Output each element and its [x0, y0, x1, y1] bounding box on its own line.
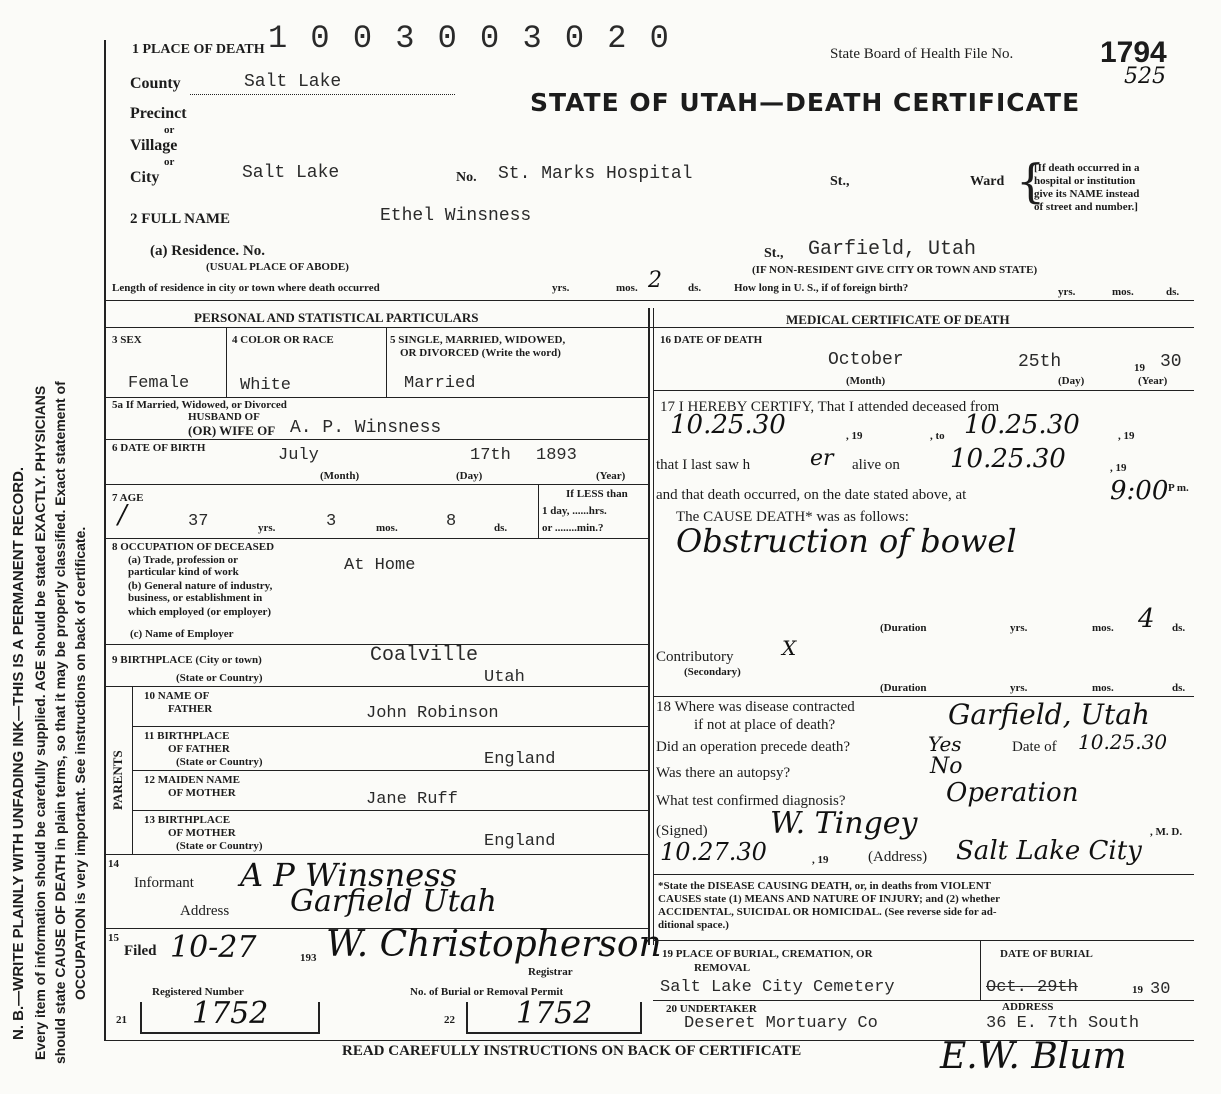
divider-sex	[226, 328, 227, 398]
signed-label: (Signed)	[656, 823, 708, 839]
alive-value: 10.25.30	[950, 444, 1066, 474]
where-value: Garfield, Utah	[948, 698, 1150, 731]
contrib-value: X	[782, 636, 797, 660]
left-border	[104, 40, 106, 1040]
footnote-2: CAUSES state (1) MEANS AND NATURE OF INJURY; and (2) whether	[658, 893, 1001, 905]
undertaker-label: 20 UNDERTAKER	[666, 1003, 757, 1015]
less-1: If LESS than	[566, 488, 628, 500]
burial-label-1: 19 PLACE OF BURIAL, CREMATION, OR	[662, 948, 873, 960]
operation-label: Did an operation precede death?	[656, 739, 851, 755]
burialpermit-label: No. of Burial or Removal Permit	[410, 986, 564, 998]
mbp-value: England	[484, 832, 556, 851]
where-label-2: if not at place of death?	[694, 717, 836, 733]
note-3: give its NAME instead	[1034, 188, 1140, 200]
certify-to: 10.25.30	[964, 410, 1080, 440]
or-1: or	[164, 124, 175, 136]
dod-year-sub: (Year)	[1138, 375, 1168, 387]
occ-b2: business, or establishment in	[128, 592, 263, 604]
us-yrs: yrs.	[1058, 286, 1076, 298]
duration-mos: mos.	[1092, 622, 1114, 634]
secondary-label: (Secondary)	[684, 666, 741, 678]
note-4: of street and number.]	[1034, 201, 1138, 213]
less-3: or ........min.?	[542, 522, 604, 534]
mother-label-1: 12 MAIDEN NAME	[144, 774, 240, 786]
fbp-label-3: (State or Country)	[176, 756, 263, 768]
occ-a2: particular kind of work	[128, 566, 239, 578]
burialpermit-value: 1752	[516, 996, 593, 1031]
filed-label: Filed	[124, 943, 157, 959]
burial-label-2: REMOVAL	[694, 962, 751, 974]
md-address: Salt Lake City	[956, 836, 1142, 866]
length-mos-value: 2	[648, 268, 662, 293]
length-ds: ds.	[688, 282, 702, 294]
divider-less	[538, 484, 539, 538]
operation-value: Yes	[928, 732, 962, 756]
marital-value: Married	[404, 374, 476, 393]
dob-year-sub: (Year)	[596, 470, 626, 482]
footer-signature: E.W. Blum	[940, 1036, 1127, 1077]
mother-value: Jane Ruff	[366, 790, 458, 809]
bp-city: Coalville	[370, 644, 479, 667]
or-2: or	[164, 156, 175, 168]
where-label-1: 18 Where was disease contracted	[656, 699, 855, 715]
duration-yrs: yrs.	[1010, 622, 1028, 634]
village-label: Village	[130, 137, 178, 154]
burial-date: Oct. 29th	[986, 978, 1078, 997]
us-mos: mos.	[1112, 286, 1134, 298]
num-22: 22	[444, 1014, 455, 1026]
certify-to-label: , to	[930, 430, 945, 442]
address-label: Address	[180, 903, 230, 919]
line-after-footnote	[653, 940, 1194, 941]
c19d: , 19	[812, 854, 829, 866]
operation-date: 10.25.30	[1078, 730, 1168, 754]
bp-label: 9 BIRTHPLACE (City or town)	[112, 654, 262, 666]
duration2-ds: ds.	[1172, 682, 1186, 694]
age-label: 7 AGE	[112, 492, 144, 504]
county-label: County	[130, 75, 181, 92]
num-15: 15	[108, 932, 119, 944]
footnote-1: *State the DISEASE CAUSING DEATH, or, in deaths from VIOLENT	[658, 880, 992, 892]
side-note-4: OCCUPATION is very important. See instructions on back of certificate.	[72, 526, 88, 1000]
contrib-label: Contributory	[656, 649, 734, 665]
city-label: City	[130, 169, 160, 186]
registrar-signature: W. Christopherson	[326, 924, 662, 965]
age-mos-label: mos.	[376, 522, 398, 534]
registrar-label: Registrar	[528, 966, 573, 978]
dob-year: 1893	[536, 446, 577, 465]
serial-number: 1 0 0 3 0 0 3 0 2 0	[268, 20, 671, 57]
bp-state-label: (State or Country)	[176, 672, 263, 684]
line-after-sex	[104, 397, 648, 398]
death-time: 9:00	[1110, 476, 1169, 506]
city-value: Salt Lake	[242, 163, 340, 183]
side-note-1: N. B.—WRITE PLAINLY WITH UNFADING INK—THIS IS A PERMANENT RECORD.	[10, 466, 27, 1040]
age-ds-label: ds.	[494, 522, 508, 534]
length-mos: mos.	[616, 282, 638, 294]
line-after-dod	[653, 390, 1194, 391]
dob-day: 17th	[470, 446, 511, 465]
line-after-mbp	[104, 854, 648, 855]
date-of-label: Date of	[1012, 739, 1057, 755]
spouse-label-1: 5a If Married, Widowed, or Divorced	[112, 399, 287, 411]
occ-a1: (a) Trade, profession or	[128, 554, 238, 566]
marital-label-1: 5 SINGLE, MARRIED, WIDOWED,	[390, 334, 566, 346]
duration-label: (Duration	[880, 622, 927, 634]
dod-label: 16 DATE OF DEATH	[660, 334, 763, 346]
line-after-signed	[653, 874, 1194, 875]
physician-signature: W. Tingey	[770, 806, 918, 841]
us-label: How long in U. S., if of foreign birth?	[734, 282, 909, 294]
residence-sub: (USUAL PLACE OF ABODE)	[206, 261, 349, 273]
residence-note: (IF NON-RESIDENT GIVE CITY OR TOWN AND STATE)	[752, 264, 1038, 276]
residence-city: Garfield, Utah	[808, 238, 977, 261]
mbp-label-3: (State or Country)	[176, 840, 263, 852]
line-after-mother	[132, 810, 648, 811]
length-label: Length of residence in city or town where death occurred	[112, 282, 380, 294]
duration2-mos: mos.	[1092, 682, 1114, 694]
dod-19: 19	[1134, 362, 1145, 374]
line-after-burial	[653, 1000, 1194, 1001]
duration-mos-value: 4	[1138, 604, 1155, 634]
burial-date-label: DATE OF BURIAL	[1000, 948, 1093, 960]
file-note: 525	[1124, 64, 1166, 89]
spouse-label-2: HUSBAND OF	[188, 411, 260, 423]
c19a: , 19	[846, 430, 863, 442]
less-2: 1 day, ......hrs.	[542, 505, 607, 517]
no-label: No.	[456, 170, 477, 185]
fullname-value: Ethel Winsness	[380, 206, 532, 226]
autopsy-value: No	[930, 754, 963, 779]
occurred-label: and that death occurred, on the date stated above, at	[656, 487, 967, 503]
line-after-age	[104, 538, 648, 539]
informant-value: A P Winsness	[240, 856, 457, 894]
line-after-spouse	[104, 439, 648, 440]
county-line	[190, 94, 455, 95]
cause-value: Obstruction of bowel	[676, 522, 1017, 560]
age-years: 37	[188, 512, 209, 531]
dob-day-sub: (Day)	[456, 470, 483, 482]
dod-month: October	[828, 350, 904, 370]
occ-c: (c) Name of Employer	[130, 628, 234, 640]
certify-from: 10.25.30	[670, 410, 786, 440]
test-label: What test confirmed diagnosis?	[656, 793, 846, 809]
autopsy-label: Was there an autopsy?	[656, 765, 791, 781]
color-label: 4 COLOR OR RACE	[232, 334, 334, 346]
brace-icon: {	[1016, 154, 1046, 208]
pm-label: P m.	[1168, 482, 1189, 494]
father-value: John Robinson	[366, 704, 499, 723]
precinct-label: Precinct	[130, 105, 187, 122]
filed-value: 10-27	[170, 930, 257, 965]
age-yrs-label: yrs.	[258, 522, 276, 534]
center-divider-2	[653, 308, 654, 945]
informant-label: Informant	[134, 875, 194, 891]
mbp-label-1: 13 BIRTHPLACE	[144, 814, 231, 826]
divider-color	[386, 328, 387, 398]
footnote-3: ACCIDENTAL, SUICIDAL OR HOMICIDAL. (See reverse side for ad-	[658, 906, 997, 918]
duration2-label: (Duration	[880, 682, 927, 694]
und-address: 36 E. 7th South	[986, 1014, 1140, 1033]
line-residence-bottom	[104, 300, 1194, 301]
undertaker-value: Deseret Mortuary Co	[684, 1014, 878, 1033]
filed-19: 193	[300, 952, 317, 964]
age-mark: /	[118, 500, 127, 530]
length-yrs: yrs.	[552, 282, 570, 294]
address-label-md: (Address)	[868, 849, 928, 865]
mother-label-2: OF MOTHER	[168, 787, 236, 799]
bp-state: Utah	[484, 668, 525, 687]
line-after-father	[132, 726, 648, 727]
dod-year: 30	[1160, 352, 1182, 372]
occupation-value: At Home	[344, 556, 416, 575]
occ-b1: (b) General nature of industry,	[128, 580, 273, 592]
cause-label: The CAUSE DEATH* was as follows:	[676, 509, 909, 525]
burial-19: 19	[1132, 984, 1143, 996]
lastsaw-her: er	[810, 446, 834, 471]
ward-label: Ward	[970, 174, 1005, 189]
personal-heading: PERSONAL AND STATISTICAL PARTICULARS	[194, 310, 479, 325]
regnum-value: 1752	[192, 996, 269, 1031]
fbp-label-2: OF FATHER	[168, 743, 230, 755]
note-2: hospital or institution	[1034, 175, 1136, 187]
line-after-fbp	[132, 770, 648, 771]
residence-st: St.,	[764, 246, 784, 261]
regnum-label: Registered Number	[152, 986, 244, 998]
us-ds: ds.	[1166, 286, 1180, 298]
num-14: 14	[108, 858, 119, 870]
marital-label-2: OR DIVORCED (Write the word)	[400, 347, 561, 359]
mbp-label-2: OF MOTHER	[168, 827, 236, 839]
medical-heading: MEDICAL CERTIFICATE OF DEATH	[786, 312, 1010, 327]
dob-label: 6 DATE OF BIRTH	[112, 442, 206, 454]
sex-label: 3 SEX	[112, 334, 142, 346]
c19c: , 19	[1110, 462, 1127, 474]
age-months: 3	[326, 512, 337, 531]
certify-text: 17 I HEREBY CERTIFY, That I attended deceased from	[660, 399, 1000, 415]
footnote-4: ditional space.)	[658, 919, 729, 931]
color-value: White	[240, 376, 292, 395]
spouse-value: A. P. Winsness	[290, 418, 442, 438]
occ-b3: which employed (or employer)	[128, 606, 272, 618]
age-days: 8	[446, 512, 457, 531]
line-after-cause	[653, 696, 1194, 697]
divider-burial-date	[980, 940, 981, 1000]
note-1: [If death occurred in a	[1034, 162, 1140, 174]
dod-day: 25th	[1018, 352, 1062, 372]
dob-month-sub: (Month)	[320, 470, 360, 482]
fbp-label-1: 11 BIRTHPLACE	[144, 730, 230, 742]
test-value: Operation	[946, 778, 1079, 808]
burial-year: 30	[1150, 980, 1171, 999]
certificate-title: STATE OF UTAH—DEATH CERTIFICATE	[530, 88, 1081, 117]
place-heading: 1 PLACE OF DEATH	[132, 42, 265, 57]
side-note-3: should state CAUSE OF DEATH in plain terms, so that it may be properly classified. Exact statement of	[52, 381, 68, 1064]
footer-instructions: READ CAREFULLY INSTRUCTIONS ON BACK OF CERTIFICATE	[342, 1043, 802, 1059]
und-address-label: ADDRESS	[1002, 1001, 1054, 1013]
parents-label: PARENTS	[110, 750, 125, 810]
spouse-label-3: (OR) WIFE OF	[188, 423, 276, 438]
father-label-2: FATHER	[168, 703, 213, 715]
dod-day-sub: (Day)	[1058, 375, 1085, 387]
fullname-label: 2 FULL NAME	[130, 211, 231, 227]
hospital-value: St. Marks Hospital	[498, 164, 693, 184]
center-divider	[648, 308, 650, 945]
father-label-1: 10 NAME OF	[144, 690, 210, 702]
sex-value: Female	[128, 374, 190, 393]
alive-label: alive on	[852, 457, 900, 473]
duration2-yrs: yrs.	[1010, 682, 1028, 694]
num-21: 21	[116, 1014, 127, 1026]
line-after-dob	[104, 484, 648, 485]
c19b: , 19	[1118, 430, 1135, 442]
fbp-value: England	[484, 750, 556, 769]
address-value: Garfield Utah	[290, 884, 497, 919]
dod-month-sub: (Month)	[846, 375, 886, 387]
burial-value: Salt Lake City Cemetery	[660, 978, 895, 997]
file-label: State Board of Health File No.	[830, 46, 1014, 62]
side-note-2: Every item of information should be carefully supplied. AGE should be stated EXACTLY. PHYSICIANS	[32, 385, 48, 1060]
duration-ds: ds.	[1172, 622, 1186, 634]
line-after-bp	[104, 686, 648, 687]
sign-date: 10.27.30	[660, 838, 767, 866]
lastsaw-label: that I last saw h	[656, 457, 751, 473]
md-label: , M. D.	[1150, 826, 1183, 838]
file-number: 1794	[1100, 36, 1167, 69]
occ-label: 8 OCCUPATION OF DECEASED	[112, 541, 275, 553]
dob-month: July	[278, 446, 319, 465]
residence-label: (a) Residence. No.	[150, 243, 265, 259]
county-value: Salt Lake	[244, 72, 342, 92]
st-label: St.,	[830, 174, 850, 189]
